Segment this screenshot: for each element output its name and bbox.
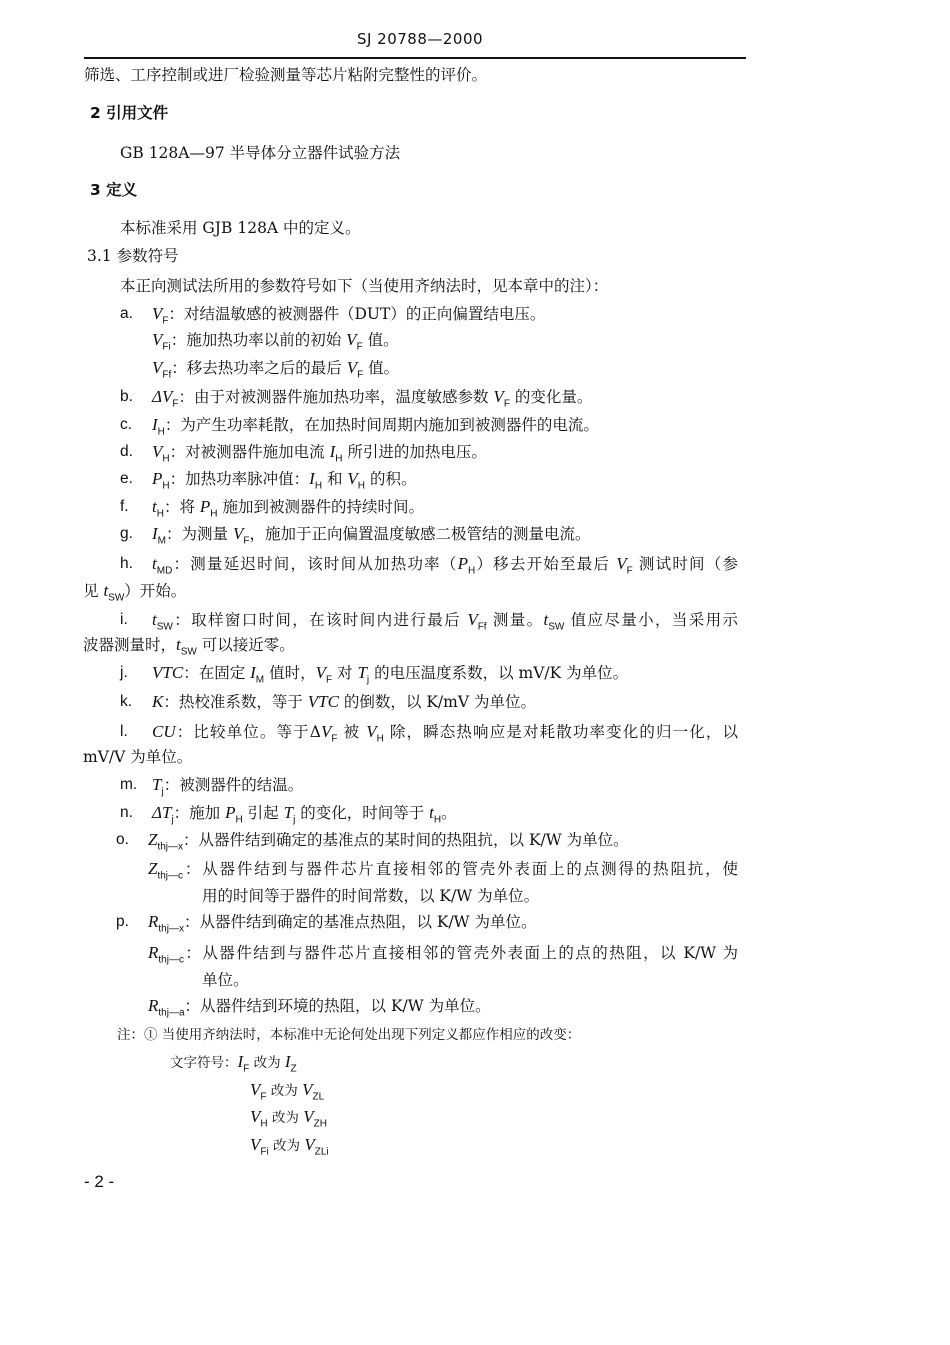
section-3-title — [90, 180, 137, 200]
symbol: $T_j$ — [283, 803, 296, 826]
text-run: 改为 — [267, 1110, 304, 1126]
symbol: $V_F$ — [346, 330, 363, 353]
symbol: $I_M$ — [250, 663, 265, 686]
symbol: $V_{ZLi}$ — [304, 1135, 329, 1158]
section-3-1-intro — [120, 276, 608, 296]
symbol: $V_{ZL}$ — [302, 1080, 325, 1103]
text-run: 注：① 当使用齐纳法时，本标准中无论何处出现下列定义都应作相应的改变： — [117, 1027, 581, 1043]
note-1 — [117, 1025, 580, 1045]
item-b-label: b. — [120, 388, 133, 405]
symbol: $P_H$ — [199, 497, 218, 520]
item-c-label: c. — [120, 416, 133, 433]
item-j — [152, 663, 628, 690]
item-l — [152, 722, 738, 749]
text-run: 值应尽量小，当采用示 — [564, 611, 738, 629]
symbol: $V_F$ — [493, 387, 510, 410]
item-o — [148, 830, 629, 857]
section-3-1-title — [87, 246, 179, 266]
text-run: ：在固定 — [183, 664, 251, 682]
symbol: $V_H$ — [366, 722, 384, 745]
symbol: $V_{Fi}$ — [250, 1135, 269, 1158]
text-run: ：为产生功率耗散，在加热时间周期内施加到被测器件的电流。 — [164, 416, 599, 434]
text-run: 3 定义 — [90, 181, 138, 199]
intro-tail — [84, 65, 487, 85]
symbol: $V_F$ — [152, 304, 169, 327]
symbol: K — [152, 692, 164, 711]
text-run: 单位。 — [202, 971, 249, 989]
text-run: ：为测量 — [166, 525, 233, 543]
text-run: 被 — [337, 723, 367, 741]
note-1-vfi — [250, 1135, 329, 1162]
item-p-ra — [148, 996, 491, 1023]
text-run: 可以接近零。 — [196, 636, 295, 654]
symbol: $V_{Fi}$ — [152, 330, 171, 353]
text-run: 值。 — [363, 359, 400, 377]
symbol: $P_H$ — [457, 554, 476, 577]
symbol: $V_H$ — [250, 1107, 268, 1130]
header-rule — [84, 57, 746, 59]
note-1-if — [170, 1052, 297, 1079]
text-run: ）开始。 — [124, 582, 187, 600]
text-run: ：从器件结到与器件芯片直接相邻的管壳外表面上的点的热阻，以 K/W 为 — [183, 944, 738, 962]
symbol: $I_H$ — [329, 442, 343, 465]
item-m — [152, 775, 303, 802]
item-i-cont — [83, 635, 295, 662]
text-run: 值时， — [264, 664, 316, 682]
text-run: 本正向测试法所用的参数符号如下（当使用齐纳法时，见本章中的注）： — [120, 277, 609, 295]
text-run: ）移去开始至最后 — [475, 555, 617, 573]
symbol: $T_j$ — [357, 663, 370, 686]
text-run: 所引进的加热电压。 — [342, 443, 487, 461]
text-run: 的倒数，以 K/mV 为单位。 — [338, 693, 536, 711]
document-code-header: SJ 20788—2000 — [356, 30, 484, 48]
section-2-title — [90, 103, 168, 123]
item-h — [152, 554, 738, 581]
text-run: 对 — [332, 664, 358, 682]
text-run: ：对结温敏感的被测器件（DUT）的正向偏置结电压。 — [168, 305, 546, 323]
item-o-zc-cont — [202, 886, 539, 906]
symbol: $I_M$ — [152, 524, 167, 547]
symbol: $t_{MD}$ — [152, 554, 173, 577]
item-p-label: p. — [116, 913, 129, 930]
symbol: $V_F$ — [616, 554, 633, 577]
text-run: 本标准采用 GJB 128A 中的定义。 — [120, 219, 361, 237]
text-run: 筛选、工序控制或进厂检验测量等芯片粘附完整性的评价。 — [84, 66, 488, 84]
text-run: ：从器件结到确定的基准点热阻，以 K/W 为单位。 — [183, 913, 537, 931]
text-run: 改为 — [268, 1138, 305, 1154]
symbol: $P_H$ — [152, 469, 170, 492]
item-d — [152, 442, 487, 469]
item-a-vff — [152, 358, 399, 385]
symbol: $V_F$ — [232, 524, 250, 547]
item-a-vfi — [152, 330, 399, 357]
text-run: ：从器件结到环境的热阻，以 K/W 为单位。 — [184, 997, 491, 1015]
text-run: 文字符号： — [170, 1055, 238, 1071]
item-l-cont — [83, 747, 192, 767]
symbol: $I_F$ — [237, 1052, 250, 1075]
item-p-rc-cont — [202, 970, 249, 990]
item-n-label: n. — [120, 804, 133, 821]
text-run: ：取样窗口时间，在该时间内进行最后 — [172, 611, 468, 629]
item-m-label: m. — [120, 776, 138, 793]
ref-gb128a — [120, 143, 400, 163]
symbol: $T_j$ — [152, 775, 164, 798]
item-j-label: j. — [120, 664, 128, 681]
text-run: GB 128A—97 半导体分立器件试验方法 — [120, 144, 401, 162]
section-3-body — [120, 218, 361, 238]
item-i — [152, 610, 738, 637]
symbol: VTC — [307, 692, 339, 711]
symbol: $R_{thj—x}$ — [148, 912, 184, 935]
symbol: CU — [152, 722, 176, 741]
text-run: 见 — [83, 582, 104, 600]
text-run: ：对被测器件施加电流 — [169, 443, 330, 461]
note-1-vf — [250, 1080, 324, 1107]
item-h-label: h. — [120, 555, 133, 572]
item-l-label: l. — [120, 723, 128, 740]
text-run: 的积。 — [365, 470, 417, 488]
text-run: ：将 — [163, 498, 200, 516]
item-i-label: i. — [120, 611, 128, 628]
symbol: $t_H$ — [152, 497, 164, 520]
symbol: $t_H$ — [429, 803, 442, 826]
text-run: ：加热功率脉冲值： — [169, 470, 310, 488]
symbol: $V_F$ — [315, 663, 333, 686]
symbol: $I_Z$ — [284, 1052, 297, 1075]
symbol: $Z_{thj—c}$ — [148, 859, 184, 882]
text-run: 波器测量时， — [83, 636, 177, 654]
symbol: $t_{SW}$ — [103, 581, 125, 604]
item-f-label: f. — [120, 498, 129, 515]
symbol: $V_H$ — [347, 469, 366, 492]
text-run: 改为 — [249, 1055, 285, 1071]
text-run: ：施加 — [173, 804, 226, 822]
item-g-label: g. — [120, 525, 133, 542]
symbol: $Z_{thj—x}$ — [148, 830, 184, 853]
text-run: ：由于对被测器件施加热功率，温度敏感参数 — [178, 388, 494, 406]
symbol: $V_{Ff}$ — [152, 358, 172, 381]
symbol: $V_{ZH}$ — [303, 1107, 327, 1130]
text-run: ：从器件结到确定的基准点的某时间的热阻抗，以 K/W 为单位。 — [183, 831, 629, 849]
text-run: ：施加热功率以前的初始 — [170, 331, 347, 349]
text-run: 改为 — [266, 1083, 303, 1099]
item-g — [152, 524, 590, 551]
text-run: 值。 — [362, 331, 399, 349]
item-h-cont — [83, 581, 186, 608]
symbol: $R_{thj—c}$ — [148, 943, 184, 966]
symbol: $P_H$ — [225, 803, 243, 826]
text-run: ：从器件结到与器件芯片直接相邻的管壳外表面上的点测得的热阻抗，使 — [183, 860, 738, 878]
item-p — [148, 912, 537, 939]
item-n — [152, 803, 457, 830]
text-run: ：热校准系数，等于 — [163, 693, 308, 711]
symbol: $t_{SW}$ — [152, 610, 173, 633]
text-run: 用的时间等于器件的时间常数，以 K/W 为单位。 — [202, 887, 540, 905]
symbol: $I_H$ — [152, 415, 165, 438]
text-run: 和 — [322, 470, 348, 488]
item-d-label: d. — [120, 443, 133, 460]
item-e-label: e. — [120, 470, 133, 487]
item-f — [152, 497, 424, 524]
text-run: ：移去热功率之后的最后 — [171, 359, 347, 377]
symbol: $\Delta T_j$ — [152, 803, 174, 826]
item-a — [152, 304, 545, 331]
text-run: 的电压温度系数，以 mV/K 为单位。 — [369, 664, 629, 682]
item-k — [152, 692, 536, 712]
symbol: $V_{Ff}$ — [467, 610, 487, 633]
text-run: 测量。 — [486, 611, 544, 629]
item-o-zc — [148, 859, 738, 886]
text-run: ：被测器件的结温。 — [163, 776, 304, 794]
page-number: - 2 - — [84, 1172, 115, 1191]
text-run: 。 — [441, 804, 457, 822]
symbol: $R_{thj—a}$ — [148, 996, 185, 1019]
item-p-rc — [148, 943, 738, 970]
text-run: 的变化，时间等于 — [295, 804, 430, 822]
text-run: 2 引用文件 — [90, 104, 169, 122]
symbol: $t_{SW}$ — [176, 635, 197, 658]
text-run: ：测量延迟时间，该时间从加热功率（ — [172, 555, 458, 573]
text-run: mV/V 为单位。 — [83, 748, 193, 766]
item-c — [152, 415, 599, 442]
note-1-vh — [250, 1107, 327, 1134]
text-run: 引起 — [242, 804, 284, 822]
symbol: $V_H$ — [152, 442, 170, 465]
item-e — [152, 469, 416, 496]
symbol: $I_H$ — [309, 469, 323, 492]
item-o-label: o. — [116, 831, 129, 848]
text-run: ，施加于正向偏置温度敏感二极管结的测量电流。 — [249, 525, 591, 543]
symbol: $V_F$ — [250, 1080, 267, 1103]
item-b — [152, 387, 592, 414]
symbol: VTC — [152, 663, 184, 682]
text-run: 3.1 参数符号 — [87, 247, 179, 265]
text-run: 测试时间（参 — [632, 555, 738, 573]
text-run: ：比较单位。等于Δ — [175, 723, 321, 741]
symbol: $V_F$ — [346, 358, 364, 381]
symbol: $V_F$ — [320, 722, 338, 745]
item-a-label: a. — [120, 305, 133, 322]
item-k-label: k. — [120, 693, 133, 710]
symbol: $\Delta V_F$ — [152, 387, 179, 410]
text-run: 的变化量。 — [509, 388, 593, 406]
text-run: 除，瞬态热响应是对耗散功率变化的归一化，以 — [383, 723, 738, 741]
text-run: 施加到被测器件的持续时间。 — [217, 498, 424, 516]
symbol: $t_{SW}$ — [543, 610, 565, 633]
